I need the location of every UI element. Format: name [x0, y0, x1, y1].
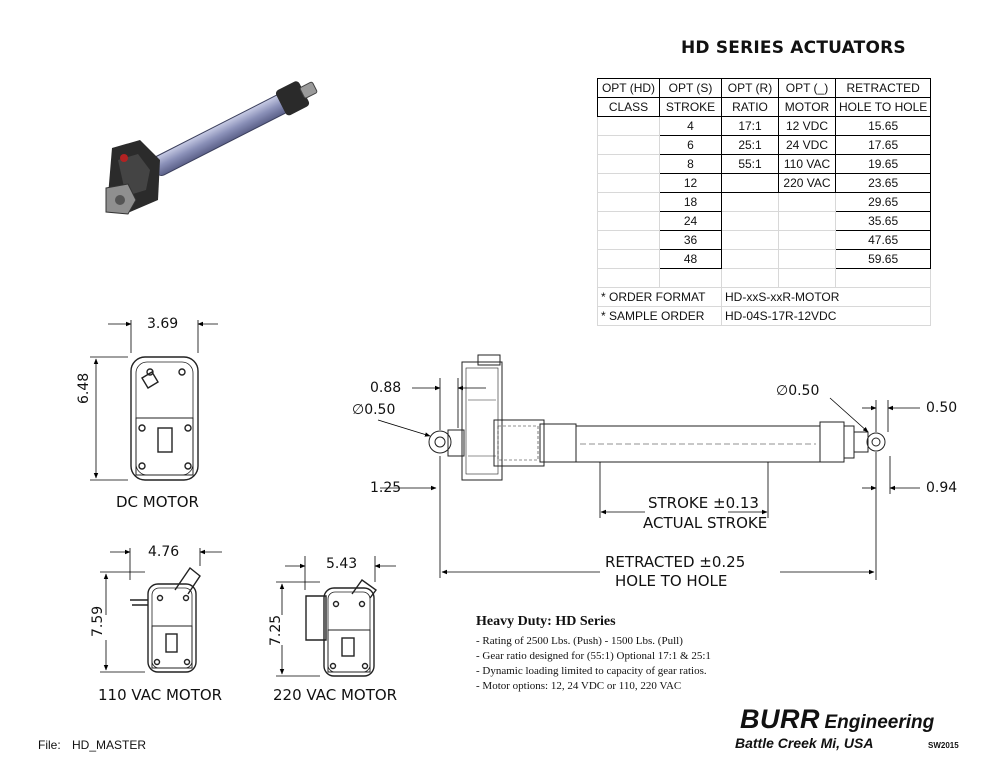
- table-cell: 25:1: [722, 136, 779, 155]
- table-cell: 220 VAC: [779, 174, 836, 193]
- vac220-height-label: 7.25: [268, 614, 284, 646]
- table-header-cell: RETRACTED: [836, 79, 931, 98]
- table-cell: 12 VDC: [779, 117, 836, 136]
- table-header-cell: HOLE TO HOLE: [836, 98, 931, 117]
- file-info: [38, 738, 146, 752]
- table-cell: 19.65: [836, 155, 931, 174]
- vac110-motor-dims: [100, 548, 222, 672]
- actuator-render: [106, 74, 321, 214]
- stroke-label: STROKE ±0.13: [648, 494, 759, 512]
- table-header-cell: OPT (R): [722, 79, 779, 98]
- table-cell: 47.65: [836, 231, 931, 250]
- brand-suffix: Engineering: [824, 712, 935, 733]
- table-cell: 4: [660, 117, 722, 136]
- vac220-motor-dims: [276, 556, 396, 676]
- list-item: - Gear ratio designed for (55:1) Optional 17:1 & 25:1: [476, 650, 711, 662]
- heavy-duty-list: [476, 634, 711, 694]
- table-cell: 29.65: [836, 193, 931, 212]
- table-cell: 15.65: [836, 117, 931, 136]
- table-cell: 55:1: [722, 155, 779, 174]
- brand-location: Battle Creek Mi, USA: [735, 735, 874, 751]
- right-offset-label: 0.50: [926, 400, 958, 416]
- table-cell: 17.65: [836, 136, 931, 155]
- list-item: - Dynamic loading limited to capacity of gear ratios.: [476, 665, 707, 677]
- vac110-motor-label: 110 VAC MOTOR: [98, 686, 223, 704]
- file-name: HD_MASTER: [72, 738, 147, 752]
- order-format-value: HD-xxS-xxR-MOTOR: [722, 288, 931, 307]
- dc-height-label: 6.48: [76, 372, 92, 404]
- dc-motor-label: DC MOTOR: [116, 493, 199, 511]
- table-cell: 6: [660, 136, 722, 155]
- table-cell: 23.65: [836, 174, 931, 193]
- file-label: File:: [38, 738, 61, 752]
- hole-to-hole-label: HOLE TO HOLE: [615, 572, 728, 590]
- table-header-cell: MOTOR: [779, 98, 836, 117]
- table-cell: 110 VAC: [779, 155, 836, 174]
- table-header-cell: OPT (HD): [598, 79, 660, 98]
- table-cell: 59.65: [836, 250, 931, 269]
- sample-order-value: HD-04S-17R-12VDC: [722, 307, 931, 326]
- list-item: - Rating of 2500 Lbs. (Push) - 1500 Lbs. (Pull): [476, 635, 683, 647]
- dc-motor-view: [131, 357, 198, 480]
- brand-code: SW2015: [928, 741, 959, 750]
- vac110-width-label: 4.76: [148, 544, 180, 560]
- actual-stroke-label: ACTUAL STROKE: [643, 514, 768, 532]
- left-offset-label: 0.88: [370, 380, 402, 396]
- vac110-motor-view: [130, 568, 200, 672]
- brand-logo: [740, 704, 934, 735]
- table-header-cell: CLASS: [598, 98, 660, 117]
- table-header-cell: OPT (S): [660, 79, 722, 98]
- table-cell: 8: [660, 155, 722, 174]
- vac220-motor-label: 220 VAC MOTOR: [273, 686, 398, 704]
- table-header-cell: RATIO: [722, 98, 779, 117]
- table-header-cell: STROKE: [660, 98, 722, 117]
- table-cell: 12: [660, 174, 722, 193]
- actuator-side-view: [429, 355, 885, 480]
- retracted-label: RETRACTED ±0.25: [605, 553, 746, 571]
- table-cell: 48: [660, 250, 722, 269]
- dc-motor-dims: [90, 320, 218, 480]
- table-cell: 35.65: [836, 212, 931, 231]
- right-bottom-label: 0.94: [926, 480, 958, 496]
- dc-width-label: 3.69: [147, 316, 179, 332]
- order-format-label: * ORDER FORMAT: [598, 288, 722, 307]
- vac220-width-label: 5.43: [326, 556, 358, 572]
- table-cell: 24 VDC: [779, 136, 836, 155]
- list-item: - Motor options: 12, 24 VDC or 110, 220 VAC: [476, 680, 682, 692]
- left-hole-label: ∅0.50: [352, 402, 396, 418]
- right-hole-label: ∅0.50: [776, 383, 820, 399]
- table-cell: 17:1: [722, 117, 779, 136]
- left-bottom-label: 1.25: [370, 480, 402, 496]
- heavy-duty-title: Heavy Duty: HD Series: [476, 614, 616, 629]
- vac110-height-label: 7.59: [90, 605, 106, 637]
- vac220-motor-view: [306, 580, 376, 676]
- table-cell: 18: [660, 193, 722, 212]
- side-view-dims: [378, 378, 920, 580]
- table-header-cell: OPT (_): [779, 79, 836, 98]
- sample-order-label: * SAMPLE ORDER: [598, 307, 722, 326]
- page-title: HD SERIES ACTUATORS: [681, 38, 906, 58]
- table-cell: 24: [660, 212, 722, 231]
- table-cell: 36: [660, 231, 722, 250]
- brand-name: BURR: [740, 704, 820, 734]
